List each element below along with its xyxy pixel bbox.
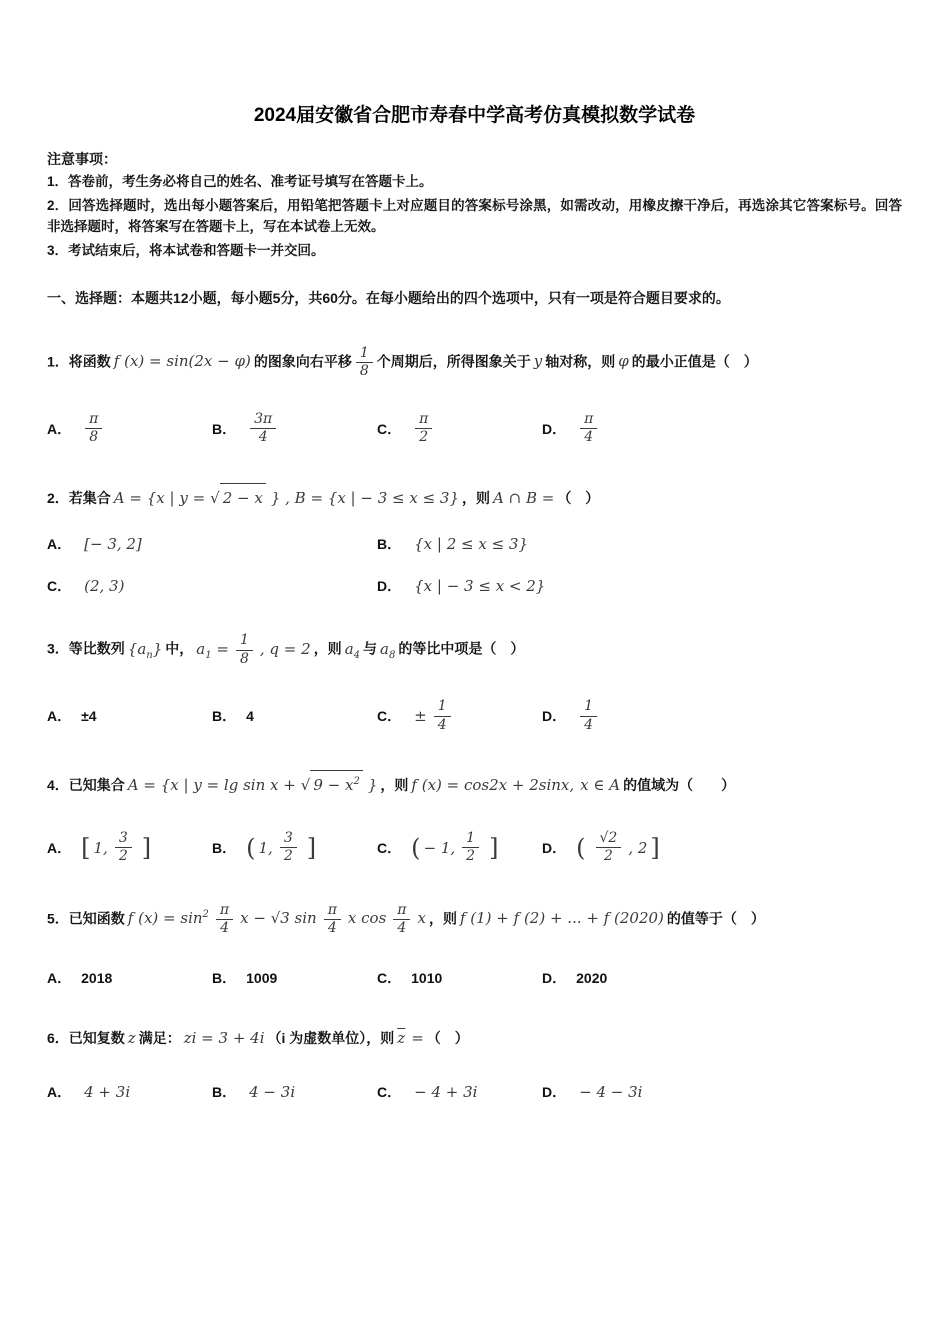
q6-options [47,1082,902,1102]
frac-numerator: 3 [115,830,132,849]
q2-text-1: 2．若集合 [47,489,111,506]
q5-formula-mid-1: x − √3 sin [240,909,317,928]
sqrt-radical [210,483,266,513]
q4-option-d-value [576,830,660,866]
q6-equation: zi = 3 + 4i [183,1028,265,1047]
q2-option-c [47,576,377,596]
option-letter: D． [542,420,567,437]
option-letter: A． [47,969,72,986]
interval-start: 1, [93,838,108,857]
q3-text-4: 与 [363,640,378,657]
option-letter: C． [377,1084,402,1101]
frac-denominator: 8 [359,363,369,380]
notice-item-2: 2．回答选择题时，选出每小题答案后，用铅笔把答题卡上对应题目的答案标号涂黑，如需改动，用橡皮擦干净后，再选涂其它答案标号。回答非选择题时，将答案写在答题卡上，写在本试卷上无效。 [47,197,902,234]
q3-a8-term [380,639,396,661]
frac-denominator: 4 [397,920,407,937]
option-letter: B． [212,708,237,725]
frac-denominator: 2 [118,848,128,865]
page-title: 2024届安徽省合肥市寿春中学高考仿真模拟数学试卷 [253,105,696,126]
pi-over-4-fraction [393,902,410,938]
q6-option-d [542,1082,902,1102]
q4-set-formula: A = {x | y = lg sin x + [127,776,296,795]
frac-numerator: π [85,411,102,430]
term-subscript: 8 [388,649,396,661]
q1-period-fraction [356,345,373,381]
q1-text-4: 轴对称，则 [545,353,616,370]
frac-denominator: 4 [327,920,337,937]
q1-var-phi: φ [618,352,629,371]
q1-option-c [377,411,542,447]
frac-numerator: 3π [250,411,276,430]
term-base: a [380,639,389,658]
q2-set-a-formula: A = {x | y = [113,488,206,507]
frac-denominator: 4 [220,920,229,937]
q6-option-d-value: − 4 − 3i [579,1083,643,1102]
q4-function-formula: f (x) = cos2x + 2sinx, [411,776,575,795]
q6-option-c-value: − 4 + 3i [414,1083,478,1102]
question-1 [47,345,902,381]
frac-numerator: 1 [580,698,597,717]
radicand-exponent: 2 [353,776,360,788]
frac-numerator: 3 [280,830,297,849]
q1-text-3: 个周期后，所得图象关于 [376,353,531,370]
interval-fraction [115,830,132,866]
q4-text-2: ，则 [380,777,409,794]
q2-options-row-2 [47,576,902,596]
q5-option-a-value: 2018 [81,969,113,986]
q2-option-c-value: (2, 3) [84,577,125,596]
interval-start: 1, [258,838,273,857]
q3-option-c-value [411,698,455,734]
q3-option-a-value: ±4 [81,708,97,725]
q4-option-a [47,830,212,866]
q6-option-a-value: 4 + 3i [84,1083,131,1102]
notice-heading: 注意事项： [47,151,117,167]
option-letter: A． [47,839,72,856]
q3-option-c [377,698,542,734]
q1-option-b-value [250,411,276,447]
q6-option-b-value: 4 − 3i [249,1083,296,1102]
option-letter: C． [377,708,402,725]
q2-intersection-formula: A ∩ B = [493,488,555,507]
q3-options [47,698,902,734]
option-letter: A． [47,536,72,553]
q1-function-formula: f (x) = sin(2x − φ) [113,352,251,371]
q3-text-3: ，则 [313,640,342,657]
seq-close: } [152,639,163,658]
q5-text-3: 的值等于（ ） [666,910,765,927]
option-letter: C． [47,578,72,595]
q1-option-d-value [580,411,597,447]
interval-fraction [280,830,297,866]
option-letter: D． [542,969,567,986]
q4-option-b-value [246,830,316,866]
q2-options-row-1 [47,534,902,554]
q6-var-z: z [127,1028,136,1047]
seq-open: {a [127,639,147,658]
q1-text-2: 的图象向右平移 [253,353,352,370]
term-base: a [196,639,206,658]
q2-text-3: （ ） [557,489,600,506]
q3-option-d-value [580,698,597,734]
option-letter: D． [377,578,402,595]
term-equals: = [211,639,229,658]
seq-subscript: n [146,649,153,661]
q3-q-formula: , q = 2 [259,639,311,658]
q3-option-b-value: 4 [246,708,254,725]
q6-equals: = [411,1028,424,1047]
q2-option-a [47,534,377,554]
q1-option-a-value [85,411,102,447]
option-letter: D． [542,708,567,725]
q4-domain-formula: x ∈ A [580,776,621,795]
q5-option-b [212,968,377,988]
plus-minus-sign: ± [414,707,427,726]
q1-options [47,411,902,447]
q6-option-c [377,1082,542,1102]
sqrt-radical [301,770,363,800]
q4-text-1: 4．已知集合 [47,777,125,794]
q5-options [47,968,902,988]
frac-denominator: 8 [89,429,99,446]
option-letter: C． [377,969,402,986]
frac-numerator: π [393,902,410,921]
q1-var-y: y [533,352,543,371]
q2-option-b [377,534,902,554]
q4-option-a-value [81,830,151,866]
option-letter: C． [377,839,402,856]
frac-numerator: π [580,411,597,430]
frac-denominator: 2 [419,429,429,446]
notice-item-1: 1．答卷前，考生务必将自己的姓名、准考证号填写在答题卡上。 [47,174,433,189]
question-2 [47,483,902,513]
q5-function-start [128,909,209,927]
q5-option-b-value: 1009 [246,969,278,986]
q2-text-2: ，则 [462,489,491,506]
open-bracket: ( [246,833,256,862]
q5-text-2: ，则 [428,910,457,927]
q2-option-b-value: {x | 2 ≤ x ≤ 3} [414,535,529,554]
q1-option-d [542,411,902,447]
close-bracket: ] [306,833,317,862]
open-bracket: ( [576,833,586,862]
q4-options [47,830,902,866]
option-letter: B． [212,1084,237,1101]
frac-denominator: 4 [584,429,594,446]
q1-option-c-value [415,411,432,447]
q2-set-b-formula: } , B = {x | − 3 ≤ x ≤ 3} [270,488,460,507]
option-letter: B． [212,420,237,437]
option-letter: B． [212,839,237,856]
q1-option-a [47,411,212,447]
q5-option-a [47,968,212,988]
q3-sequence-symbol [127,639,163,661]
interval-fraction [596,830,622,866]
q4-option-c [377,830,542,866]
option-letter: C． [377,420,402,437]
q2-option-d-value: {x | − 3 ≤ x < 2} [414,577,546,596]
term-base: a [344,639,354,658]
radical-sign-icon: √ [210,488,220,507]
q2-option-d [377,576,902,596]
question-6 [47,1024,902,1053]
option-letter: A． [47,420,72,437]
frac-numerator: 1 [236,632,253,651]
q3-text-5: 的等比中项是（ ） [398,640,525,657]
radicand: 2 − x [220,483,266,513]
q5-formula-end: x [417,909,426,928]
q6-option-b [212,1082,377,1102]
question-4 [47,770,902,800]
frac-numerator: π [415,411,432,430]
interval-end: , 2 [628,838,648,857]
q3-option-b [212,706,377,726]
notice-section [47,149,902,262]
radical-sign-icon: √ [300,776,311,795]
q2-option-a-value: [− 3, 2] [84,535,142,554]
frac-denominator: 8 [239,650,249,667]
q1-text-1: 1．将函数 [47,353,111,370]
q5-option-d-value: 2020 [576,969,608,986]
radicand-text: 9 − x [313,776,354,795]
frac-denominator: 2 [466,848,476,865]
section-heading: 一、选择题：本题共12小题，每小题5分，共60分。在每小题给出的四个选项中，只有一项是符合题目要求的。 [47,289,730,306]
option-letter: D． [542,839,567,856]
term-subscript: 1 [205,649,212,661]
q4-option-c-value [411,830,498,866]
frac-denominator: 2 [283,848,293,865]
q4-option-d [542,830,902,866]
q3-option-d [542,698,902,734]
q6-text-4: （ ） [426,1029,469,1046]
q5-text-1: 5．已知函数 [47,910,125,927]
q3-option-a [47,706,212,726]
q6-text-3: （i 为虚数单位），则 [267,1029,395,1046]
option-letter: A． [47,708,72,725]
q6-text-2: 满足： [138,1029,181,1046]
q5-sin-squared: f (x) = sin [127,909,203,928]
q4-set-close: } [367,776,378,795]
option-letter: B． [212,969,237,986]
q3-a1-fraction [236,632,253,668]
pi-over-4-fraction [324,902,341,938]
interval-fraction [462,830,479,866]
q3-text-1: 3．等比数列 [47,640,125,657]
term-subscript: 4 [353,649,361,661]
close-bracket: ] [489,833,499,862]
close-bracket: ] [141,833,152,862]
pi-over-4-fraction [216,902,233,938]
close-bracket: ] [650,833,660,862]
q5-option-c [377,968,542,988]
q5-formula-mid-2: x cos [347,909,387,928]
frac-denominator: 2 [603,848,613,865]
option-letter: B． [377,536,402,553]
q1-option-b [212,411,377,447]
frac-numerator: 1 [356,345,373,364]
q5-sum-formula: f (1) + f (2) + ... + f (2020) [459,909,664,928]
q5-option-c-value: 1010 [411,969,443,986]
q5-option-d [542,968,902,988]
frac-numerator: 1 [434,698,451,717]
q1-text-5: 的最小正值是（ ） [631,353,758,370]
q3-text-2: 中， [165,640,194,657]
q6-option-a [47,1082,212,1102]
radicand [310,770,362,800]
frac-numerator: π [216,902,233,921]
frac-denominator: 4 [258,429,268,446]
q4-text-3: 的值域为（ ） [623,777,736,794]
q6-z-conjugate: $\overline{z}$ [397,1028,406,1047]
exponent: 2 [202,909,209,921]
open-bracket: [ [81,833,91,862]
frac-numerator: 1 [462,830,479,849]
option-letter: D． [542,1084,567,1101]
option-letter: A． [47,1084,72,1101]
q3-a4-term [344,639,361,661]
question-5 [47,902,902,938]
question-3 [47,632,902,668]
q4-option-b [212,830,377,866]
interval-start: − 1, [423,838,456,857]
q6-text-1: 6．已知复数 [47,1029,125,1046]
frac-denominator: 4 [437,716,447,733]
frac-numerator: π [324,902,341,921]
q3-a1-term [196,639,229,661]
frac-denominator: 4 [584,716,594,733]
open-bracket: ( [411,833,421,862]
notice-item-3: 3．考试结束后，将本试卷和答题卡一并交回。 [47,242,325,258]
frac-numerator: √2 [596,830,622,849]
option-fraction [434,698,451,734]
